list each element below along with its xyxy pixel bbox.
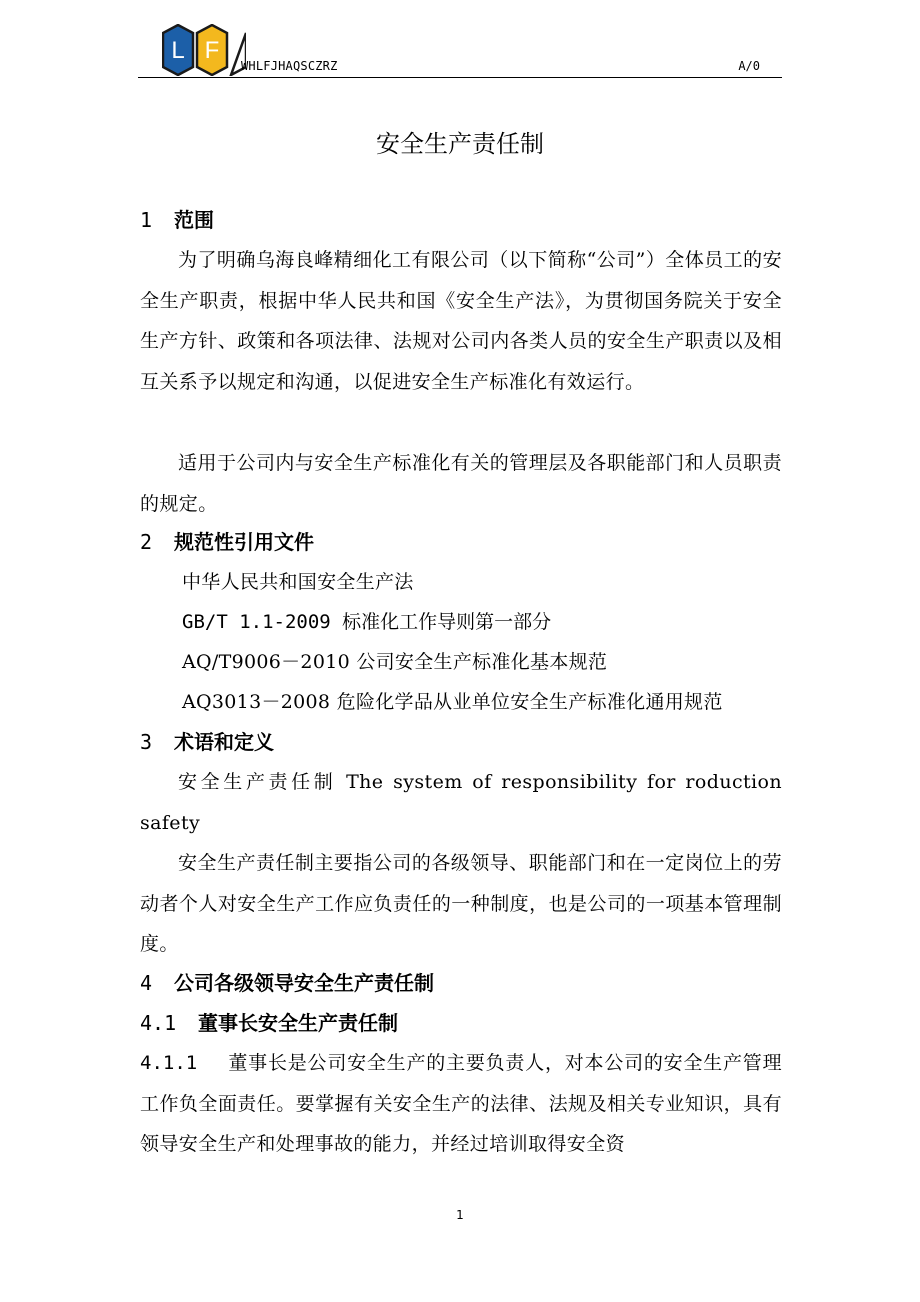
section-title: 公司各级领导安全生产责任制 bbox=[174, 971, 434, 995]
reference-item: GB/T 1.1-2009 标准化工作导则第一部分 bbox=[182, 611, 552, 633]
clause-number: 4.1.1 bbox=[140, 1052, 198, 1074]
subsection-title: 董事长安全生产责任制 bbox=[198, 1011, 398, 1035]
section-number: 1 bbox=[140, 208, 153, 232]
reference-item: AQ3013－2008 危险化学品从业单位安全生产标准化通用规范 bbox=[182, 691, 723, 713]
section-4-heading bbox=[140, 969, 782, 997]
section-1-paragraph-2: 适用于公司内与安全生产标准化有关的管理层及各职能部门和人员职责的规定。 bbox=[140, 452, 782, 515]
section-title: 术语和定义 bbox=[174, 730, 274, 754]
revision-label: A/0 bbox=[738, 59, 760, 73]
clause-4-1-1 bbox=[140, 1043, 782, 1165]
section-1-heading bbox=[140, 206, 782, 234]
section-number: 4 bbox=[140, 971, 153, 995]
reference-item: AQ/T9006－2010 公司安全生产标准化基本规范 bbox=[182, 651, 608, 673]
section-title: 规范性引用文件 bbox=[174, 530, 314, 554]
logo-letter-l: L bbox=[171, 37, 185, 64]
section-number: 2 bbox=[140, 530, 153, 554]
section-title: 范围 bbox=[174, 208, 214, 232]
page-title: 安全生产责任制 bbox=[376, 130, 544, 158]
term-definition-title: 安全生产责任制 The system of responsibility for roduction safety bbox=[140, 771, 782, 834]
logo-letter-f: F bbox=[204, 37, 220, 64]
subsection-4-1-heading bbox=[140, 1009, 782, 1037]
clause-text: 董事长是公司安全生产的主要负责人，对本公司的安全生产管理工作负全面责任。要掌握有关安全生产的法律、法规及相关专业知识，具有领导安全生产和处理事故的能力，并经过培训取得安全资 bbox=[140, 1052, 782, 1155]
header-divider bbox=[138, 77, 782, 78]
term-definition-text: 安全生产责任制主要指公司的各级领导、职能部门和在一定岗位上的劳动者个人对安全生产工作应负责任的一种制度，也是公司的一项基本管理制度。 bbox=[140, 852, 782, 955]
page-number: 1 bbox=[456, 1208, 464, 1222]
reference-item: 中华人民共和国安全生产法 bbox=[182, 571, 414, 593]
section-2-heading bbox=[140, 528, 782, 556]
page-header bbox=[138, 22, 782, 80]
document-code: WHLFJHAQSCZRZ bbox=[241, 59, 338, 73]
section-3-heading bbox=[140, 728, 782, 756]
section-1-paragraph-1: 为了明确乌海良峰精细化工有限公司（以下简称“公司”）全体员工的安全生产职责，根据中华人民共和国《安全生产法》，为贯彻国务院关于安全生产方针、政策和各项法律、法规对公司内各类人员的安全生产职责以及相互关系予以规定和沟通，以促进安全生产标准化有效运行。 bbox=[140, 249, 782, 393]
section-number: 3 bbox=[140, 730, 153, 754]
company-logo bbox=[162, 24, 246, 76]
subsection-number: 4.1 bbox=[140, 1011, 177, 1035]
